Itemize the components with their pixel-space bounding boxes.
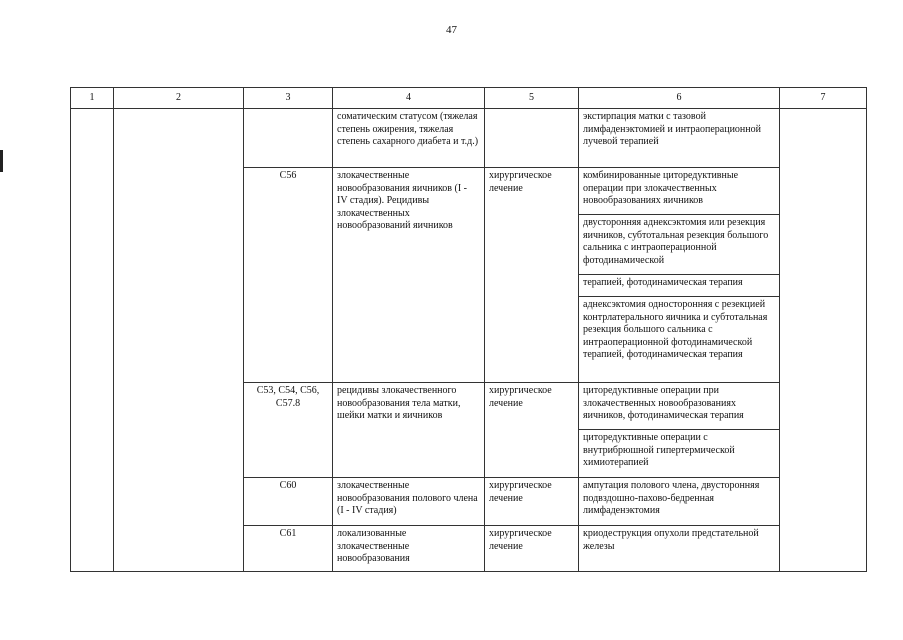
- header-col-1: 1: [71, 88, 114, 109]
- header-col-7: 7: [780, 88, 867, 109]
- header-col-6: 6: [579, 88, 780, 109]
- header-col-5: 5: [485, 88, 579, 109]
- scan-edge-mark: [0, 150, 3, 172]
- diagnosis-cell: рецидивы злокачественного новообразования тела матки, шейки матки и яичников: [333, 383, 485, 478]
- method-cell: криодеструкция опухоли предстательной железы: [579, 526, 780, 572]
- diagnosis-cell: злокачественные новообразования яичников (I - IV стадия). Рецидивы злокачественных новообразований яичников: [333, 168, 485, 383]
- col-7-cell: [780, 109, 867, 572]
- treatment-cell: хирургическое лечение: [485, 526, 579, 572]
- page-number: 47: [446, 24, 457, 36]
- col-1-cell: [71, 109, 114, 572]
- treatment-cell: [485, 109, 579, 168]
- method-cell: комбинированные циторедуктивные операции при злокачественных новообразованиях яичников: [579, 168, 780, 215]
- treatment-cell: хирургическое лечение: [485, 168, 579, 383]
- method-cell: двусторонняя аднексэктомия или резекция яичников, субтотальная резекция большого сальника с интраоперационной фотодинамической: [579, 215, 780, 275]
- diagnosis-cell: злокачественные новообразования полового члена (I - IV стадия): [333, 478, 485, 526]
- method-cell: аднексэктомия односторонняя с резекцией контрлатерального яичника и субтотальная резекция большого сальника с интраоперационной фотодинамической терапией, фотодинамическая терапия: [579, 297, 780, 383]
- method-cell: циторедуктивные операции при злокачественных новообразованиях яичников, фотодинамическая терапия: [579, 383, 780, 430]
- medical-procedures-table: [70, 87, 867, 572]
- code-cell: C53, C54, C56, C57.8: [244, 383, 333, 478]
- header-row: [71, 88, 867, 109]
- code-cell: C56: [244, 168, 333, 383]
- table-row: [71, 109, 867, 168]
- treatment-cell: хирургическое лечение: [485, 478, 579, 526]
- diagnosis-cell: локализованные злокачественные новообразования: [333, 526, 485, 572]
- code-cell: C61: [244, 526, 333, 572]
- col-2-cell: [114, 109, 244, 572]
- header-col-2: 2: [114, 88, 244, 109]
- code-cell: [244, 109, 333, 168]
- method-cell: ампутация полового члена, двусторонняя подвздошно-пахово-бедренная лимфаденэктомия: [579, 478, 780, 526]
- diagnosis-cell: соматическим статусом (тяжелая степень ожирения, тяжелая степень сахарного диабета и т.д.): [333, 109, 485, 168]
- method-cell: циторедуктивные операции с внутрибрюшной гипертермической химиотерапией: [579, 430, 780, 478]
- header-col-3: 3: [244, 88, 333, 109]
- method-cell: терапией, фотодинамическая терапия: [579, 275, 780, 297]
- treatment-cell: хирургическое лечение: [485, 383, 579, 478]
- header-col-4: 4: [333, 88, 485, 109]
- code-cell: C60: [244, 478, 333, 526]
- method-cell: экстирпация матки с тазовой лимфаденэктомией и интраоперационной лучевой терапией: [579, 109, 780, 168]
